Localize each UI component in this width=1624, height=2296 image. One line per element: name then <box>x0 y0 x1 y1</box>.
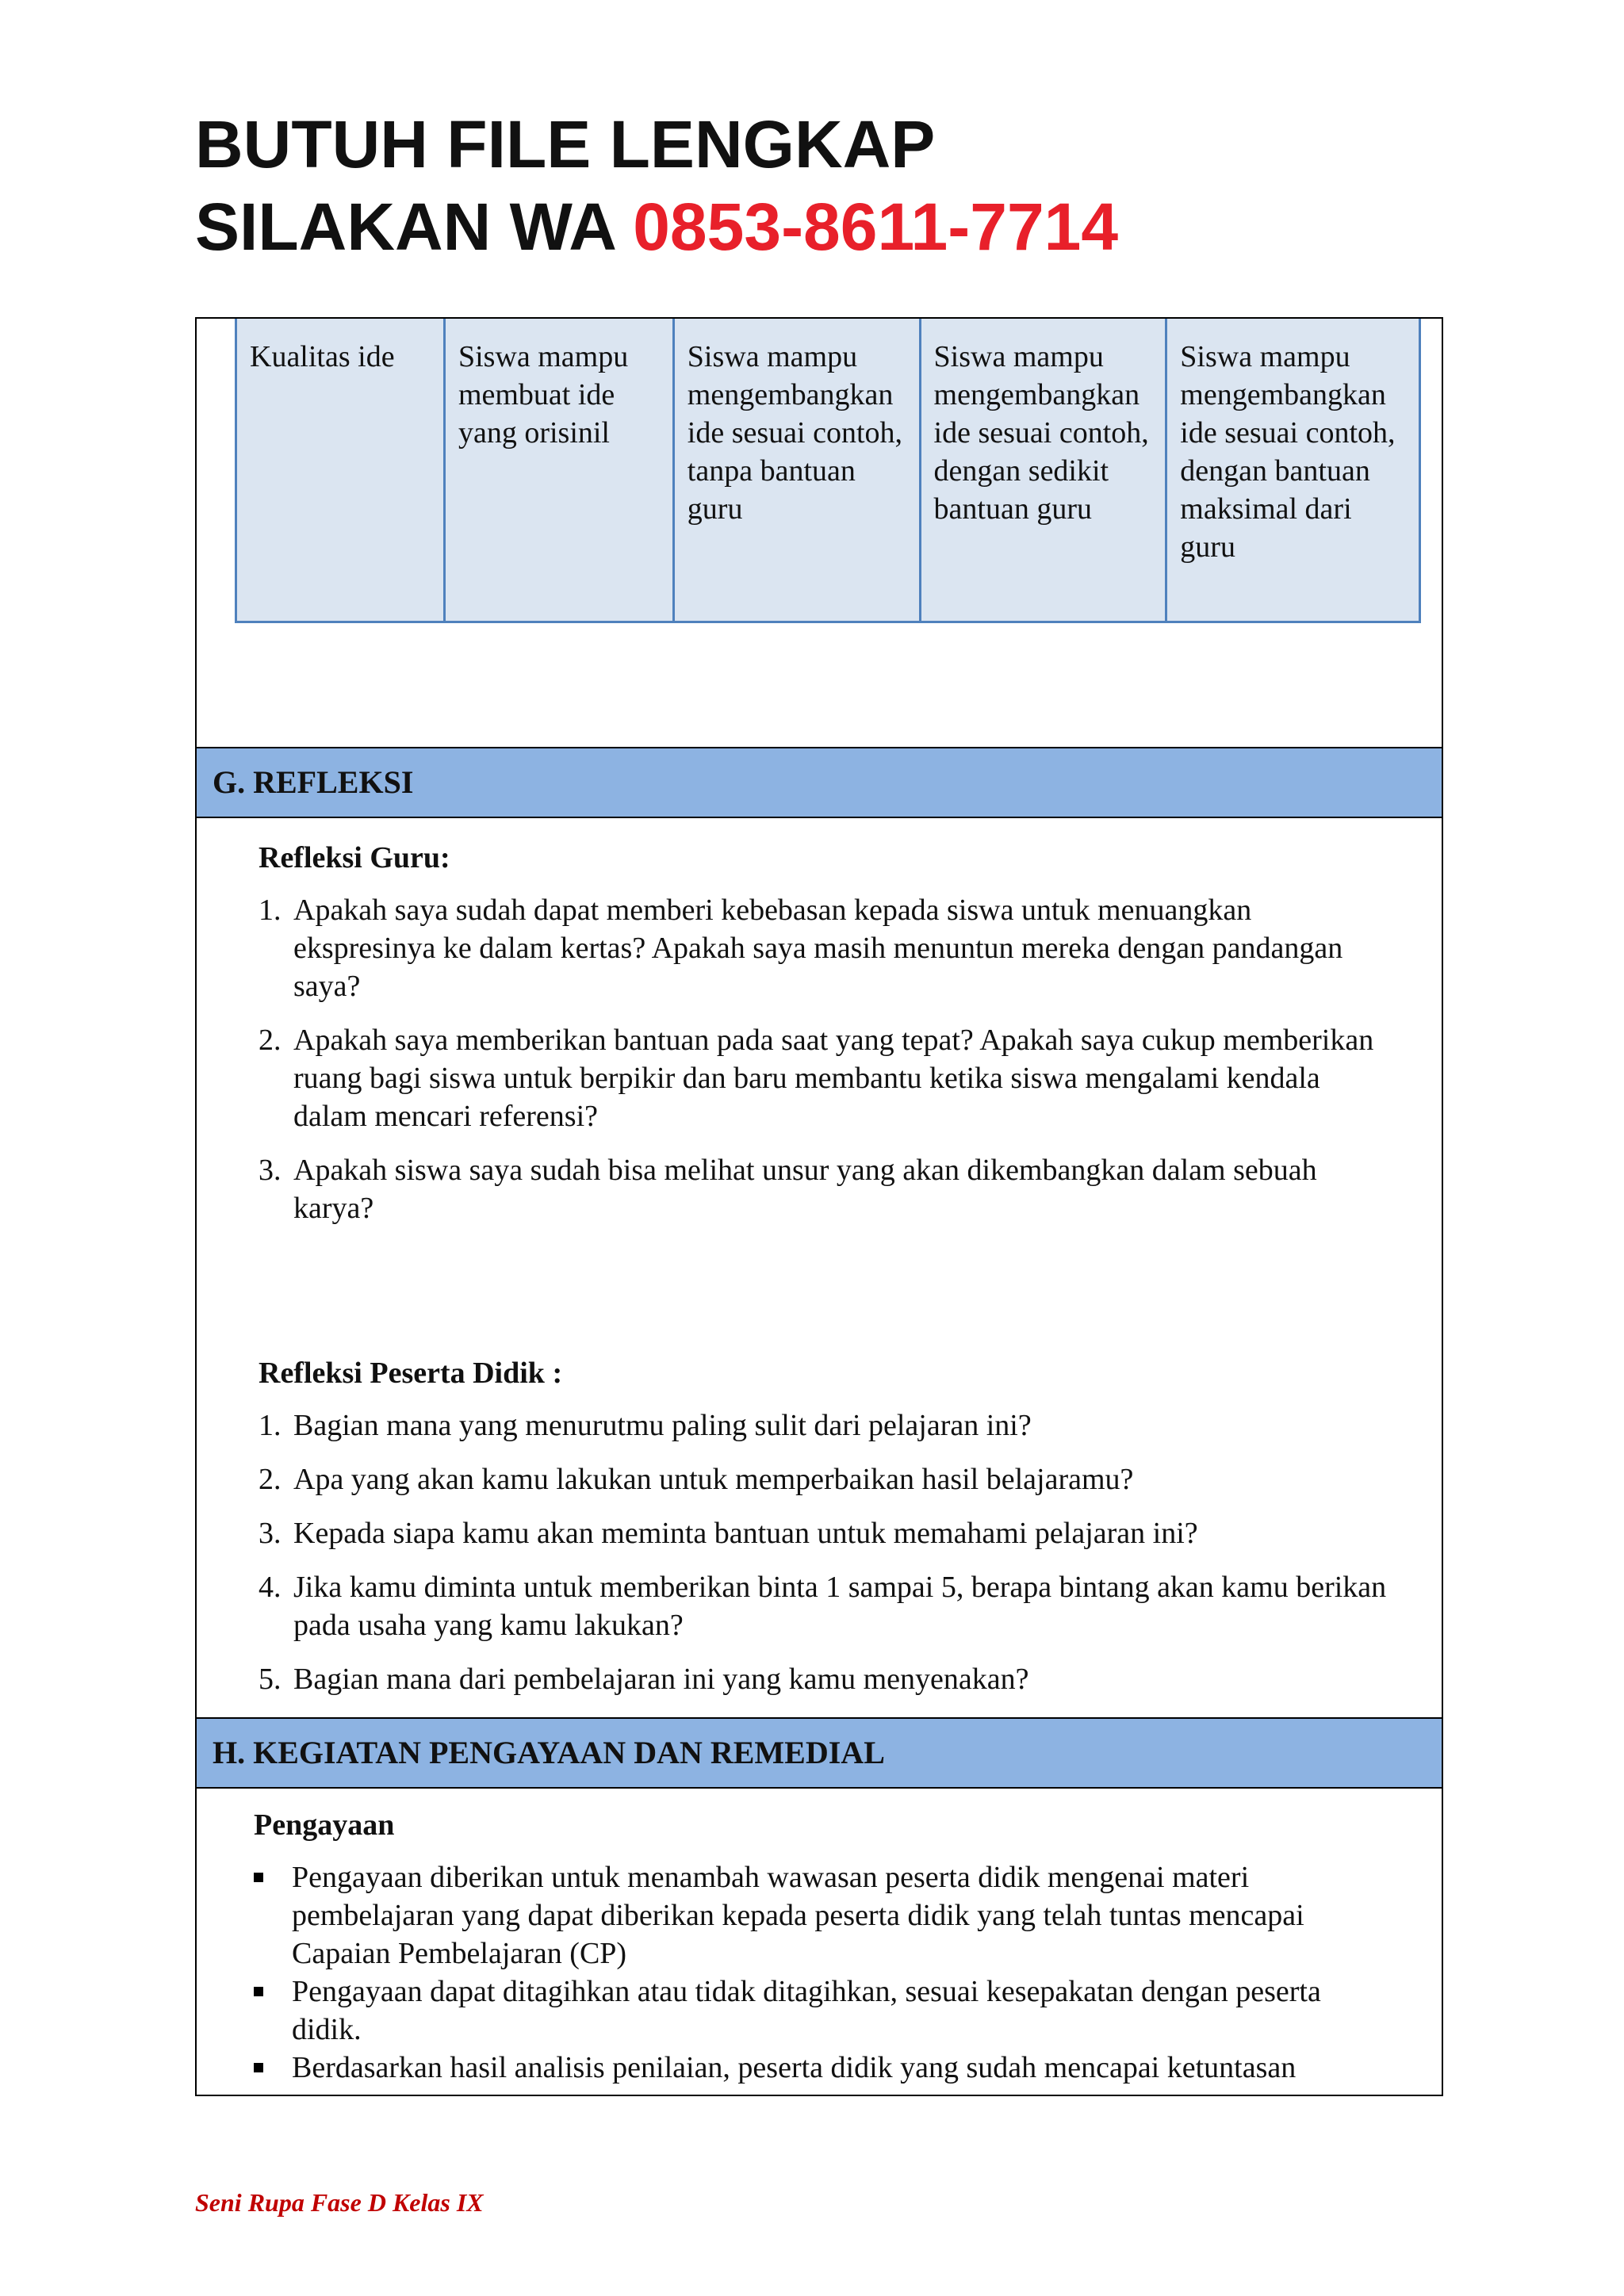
promo-prefix: SILAKAN WA <box>195 189 634 264</box>
promo-line-1: BUTUH FILE LENGKAP <box>195 107 936 182</box>
list-item: 4. Jika kamu diminta untuk memberikan binta 1 sampai 5, berapa bintang akan kamu berikan pada usaha yang kamu lakukan? <box>259 1571 1387 1642</box>
list-item: 1. Bagian mana yang menurutmu paling sulit dari pelajaran ini? <box>259 1409 1032 1442</box>
rubric-table <box>235 319 1421 623</box>
bullet-item: Pengayaan diberikan untuk menambah wawasan peserta didik mengenai materi pembelajaran yang dapat diberikan kepada peserta didik yang telah tuntas mencapai Capaian Pembelajaran (CP) <box>254 1858 1394 1973</box>
list-item: 3. Apakah siswa saya sudah bisa melihat unsur yang akan dikembangkan dalam sebuah karya? <box>259 1154 1317 1225</box>
rubric-level-cell: Siswa mampu membuat ide yang orisinil <box>446 319 675 621</box>
list-item: 1. Apakah saya sudah dapat memberi kebebasan kepada siswa untuk menuangkan ekspresinya ke dalam kertas? Apakah saya masih menuntun mereka dengan pandangan saya? <box>259 894 1343 1003</box>
list-item: 2. Apakah saya memberikan bantuan pada saat yang tepat? Apakah saya cukup memberikan ruang bagi siswa untuk berpikir dan baru membantu ketika siswa mengalami kendala dalam mencari referensi? <box>259 1024 1374 1133</box>
refleksi-peserta-block <box>259 1354 1388 1698</box>
list-item: 2. Apa yang akan kamu lakukan untuk memperbaikan hasil belajaramu? <box>259 1463 1134 1496</box>
pengayaan-title: Pengayaan <box>254 1808 395 1842</box>
bullet-icon <box>254 1873 263 1882</box>
promo-line-2 <box>195 189 1119 273</box>
document-frame <box>195 317 1443 2096</box>
phone-number: 0853-8611-7714 <box>633 189 1119 264</box>
page-footer: Seni Rupa Fase D Kelas IX <box>195 2188 484 2217</box>
bullet-item: Berdasarkan hasil analisis penilaian, peserta didik yang sudah mencapai ketuntasan <box>254 2049 1394 2087</box>
list-item: 3. Kepada siapa kamu akan meminta bantuan untuk memahami pelajaran ini? <box>259 1517 1198 1550</box>
promo-banner <box>195 107 1119 273</box>
bullet-icon <box>254 2063 263 2072</box>
rubric-level-cell: Siswa mampu mengembangkan ide sesuai contoh, dengan bantuan maksimal dari guru <box>1180 340 1396 564</box>
refleksi-peserta-title: Refleksi Peserta Didik : <box>259 1357 563 1390</box>
section-heading-pengayaan: H. KEGIATAN PENGAYAAN DAN REMEDIAL <box>197 1717 1442 1789</box>
refleksi-guru-block <box>259 839 1388 1227</box>
rubric-level-cell: Siswa mampu mengembangkan ide sesuai contoh, dengan sedikit bantuan guru <box>921 319 1168 621</box>
section-heading-refleksi: G. REFLEKSI <box>197 747 1442 818</box>
bullet-icon <box>254 1987 263 1996</box>
bullet-item: Pengayaan dapat ditagihkan atau tidak ditagihkan, sesuai kesepakatan dengan peserta didik. <box>254 1973 1394 2049</box>
list-item: 5. Bagian mana dari pembelajaran ini yang kamu menyenakan? <box>259 1663 1029 1696</box>
pengayaan-block <box>254 1806 1394 2087</box>
rubric-level-cell: Siswa mampu mengembangkan ide sesuai contoh, tanpa bantuan guru <box>675 319 921 621</box>
refleksi-guru-title: Refleksi Guru: <box>259 841 450 874</box>
rubric-criterion: Kualitas ide <box>237 319 446 621</box>
